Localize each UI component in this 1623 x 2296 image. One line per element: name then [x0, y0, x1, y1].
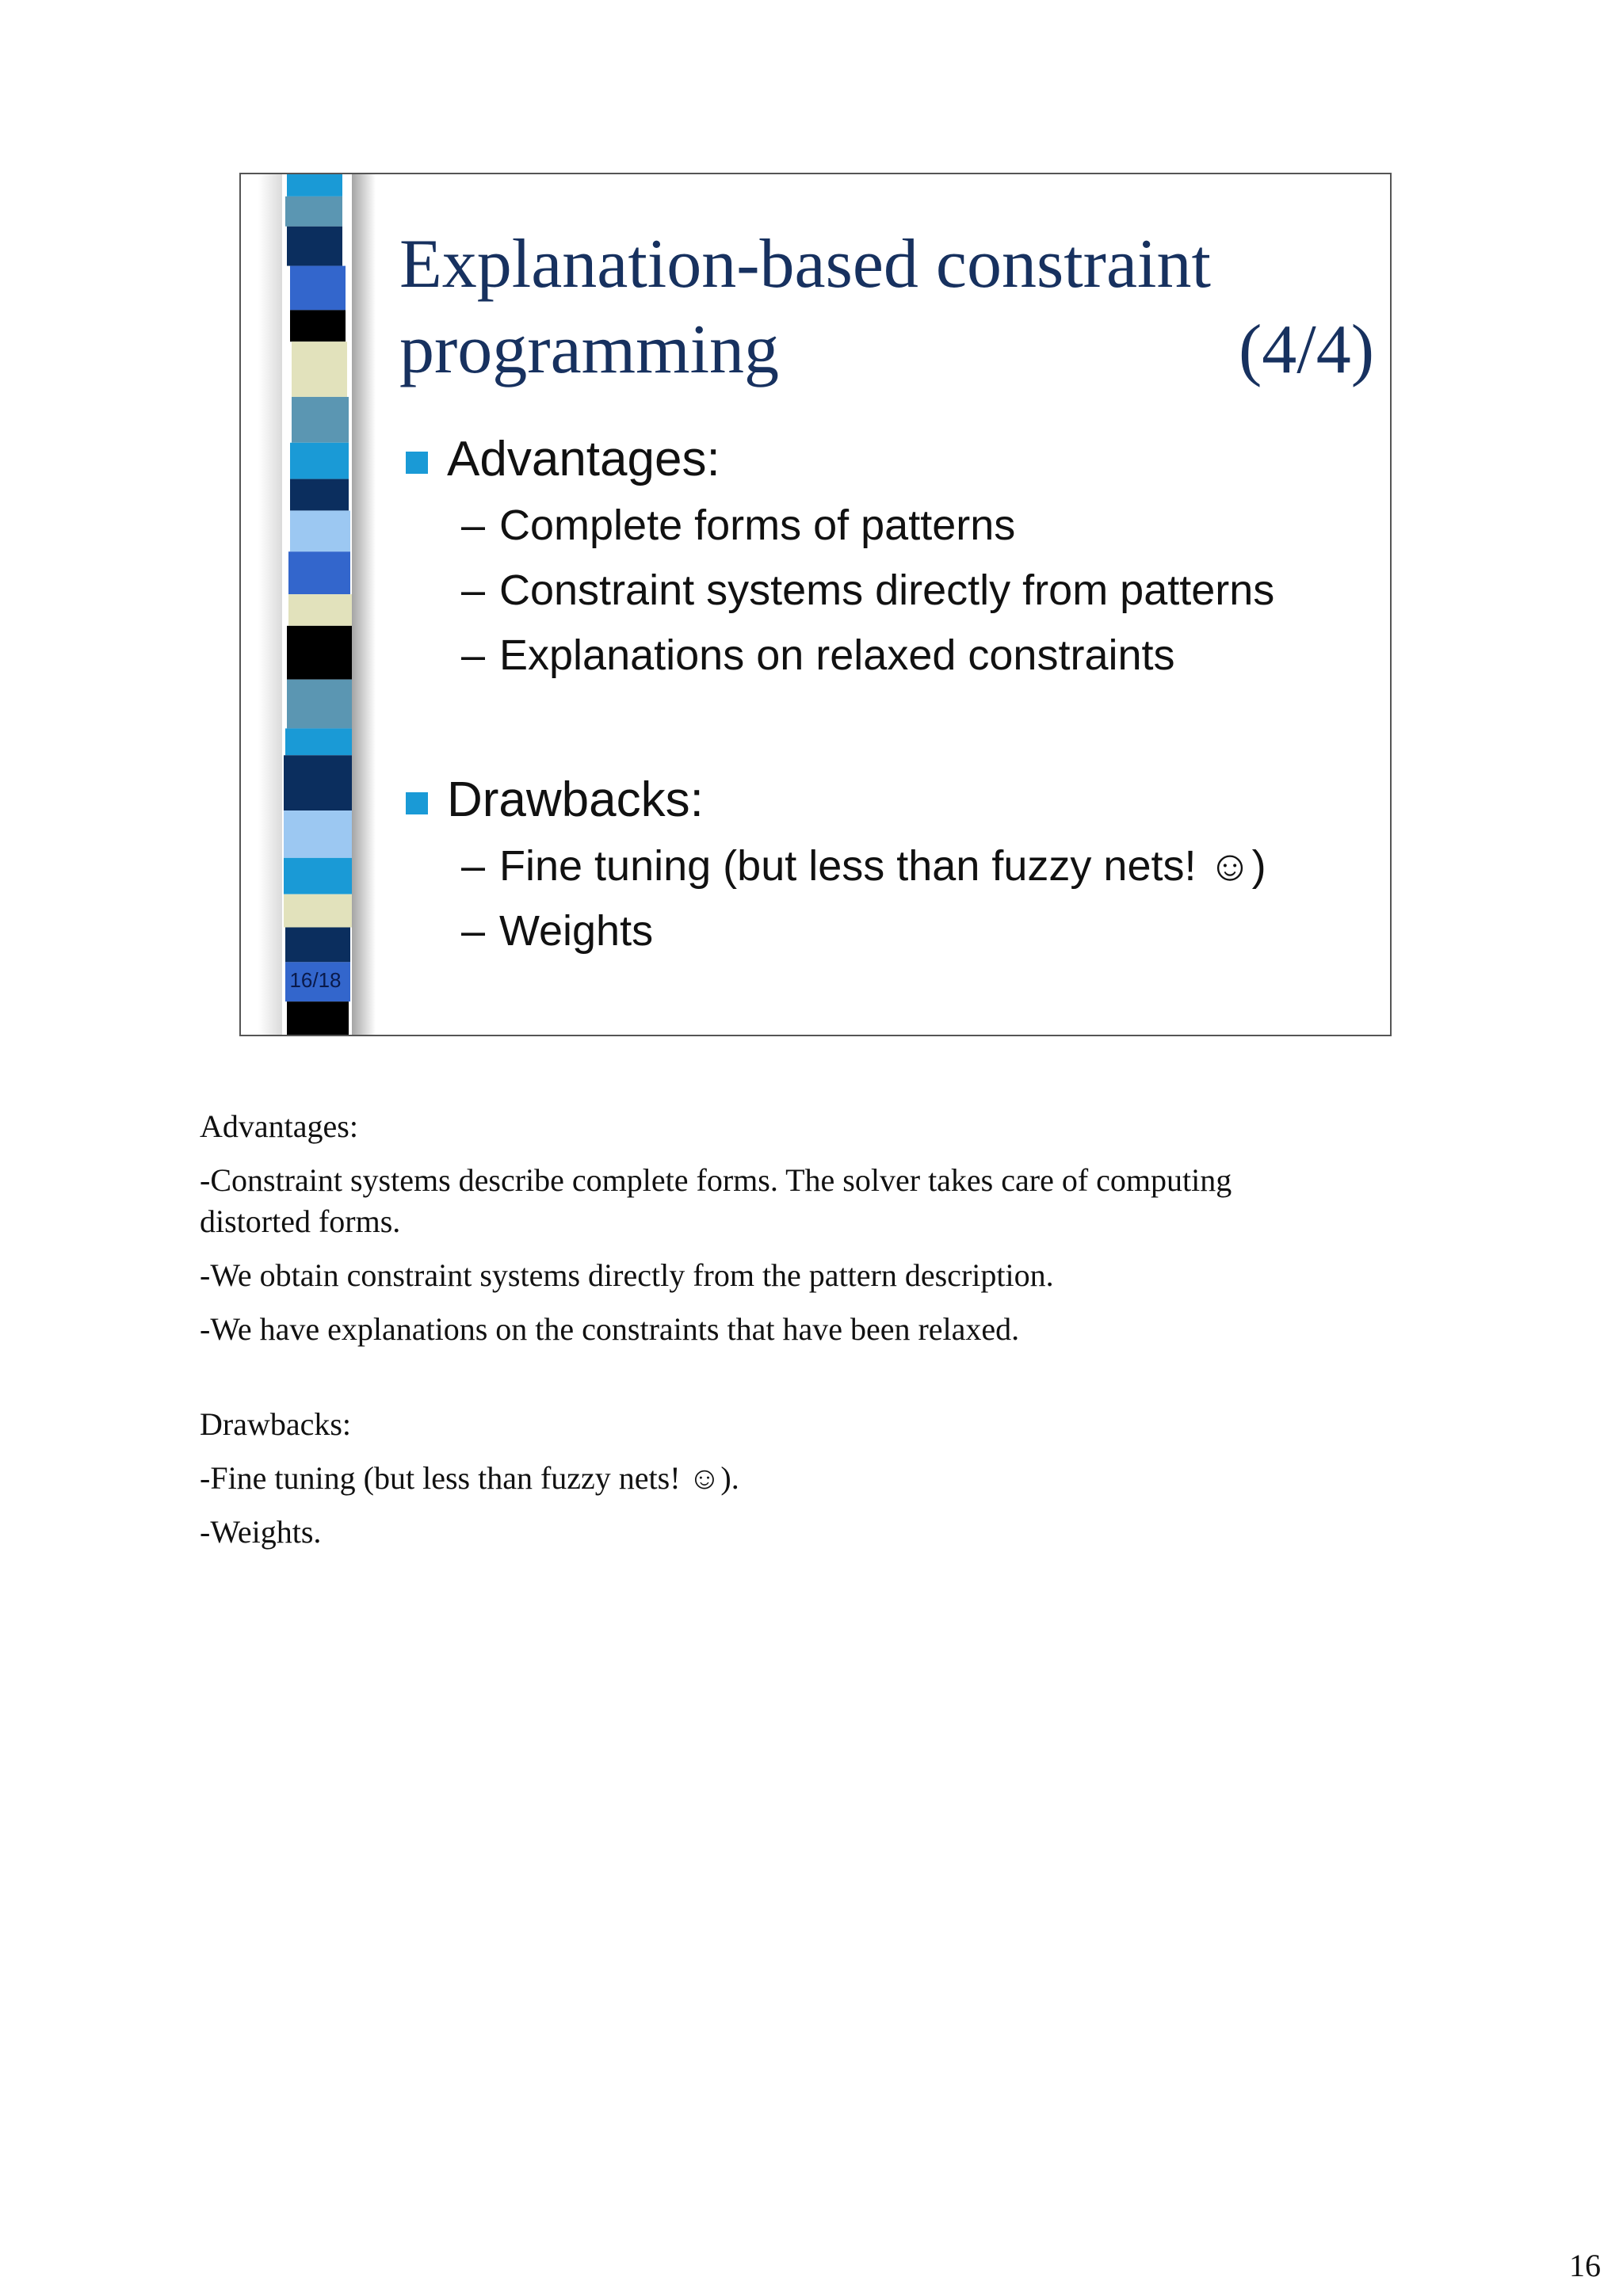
dash-bullet: – [461, 502, 486, 549]
slide-title-line-2 [399, 307, 1374, 393]
slide-number: 16/18 [289, 968, 342, 992]
list-item-text: Explanations on relaxed constraints [499, 631, 1175, 679]
slide-title-line-2-text: programming [399, 311, 780, 388]
list-item-text: Fine tuning (but less than fuzzy nets! ☺) [499, 842, 1266, 890]
list-item [404, 833, 1266, 898]
list-item [404, 623, 1274, 688]
advantages-heading-text: Advantages: [447, 432, 720, 486]
list-item-text: Weights [499, 907, 654, 955]
slide-title-line-1: Explanation-based constraint [399, 226, 1211, 303]
advantages-list [404, 493, 1274, 688]
notes-advantage-1b: distorted forms. [200, 1203, 401, 1239]
list-item [404, 558, 1274, 623]
list-item [404, 898, 1266, 963]
square-bullet-icon [406, 792, 428, 814]
notes-drawback-1: -Fine tuning (but less than fuzzy nets! ☺). [200, 1460, 739, 1496]
slide-title-pager: (4/4) [1238, 311, 1374, 388]
dash-bullet: – [461, 566, 486, 614]
dash-bullet: – [461, 842, 486, 890]
slide [239, 173, 1392, 1036]
advantages-heading [404, 429, 1274, 490]
drawbacks-list [404, 833, 1266, 963]
decorative-stripe [279, 174, 355, 1035]
stripe-shadow [352, 174, 376, 1035]
speaker-notes [200, 1106, 1404, 1553]
notes-drawbacks-heading: Drawbacks: [200, 1406, 352, 1442]
list-item [404, 493, 1274, 558]
page-number: 16 [1569, 2248, 1601, 2283]
notes-advantage-2: -We obtain constraint systems directly from the pattern description. [200, 1257, 1054, 1293]
dash-bullet: – [461, 907, 486, 955]
square-bullet-icon [406, 452, 428, 474]
drawbacks-heading [404, 770, 1266, 830]
notes-drawback-2: -Weights. [200, 1514, 322, 1550]
dash-bullet: – [461, 631, 486, 679]
notes-advantages-heading: Advantages: [200, 1108, 358, 1144]
drawbacks-heading-text: Drawbacks: [447, 772, 704, 827]
drawbacks-section [404, 770, 1266, 963]
slide-title [399, 222, 1374, 393]
list-item-text: Constraint systems directly from patterns [499, 566, 1275, 614]
list-item-text: Complete forms of patterns [499, 502, 1016, 549]
notes-advantage-1a: -Constraint systems describe complete forms. The solver takes care of computing [200, 1162, 1232, 1198]
advantages-section [404, 429, 1274, 688]
notes-advantage-3: -We have explanations on the constraints that have been relaxed. [200, 1311, 1020, 1347]
